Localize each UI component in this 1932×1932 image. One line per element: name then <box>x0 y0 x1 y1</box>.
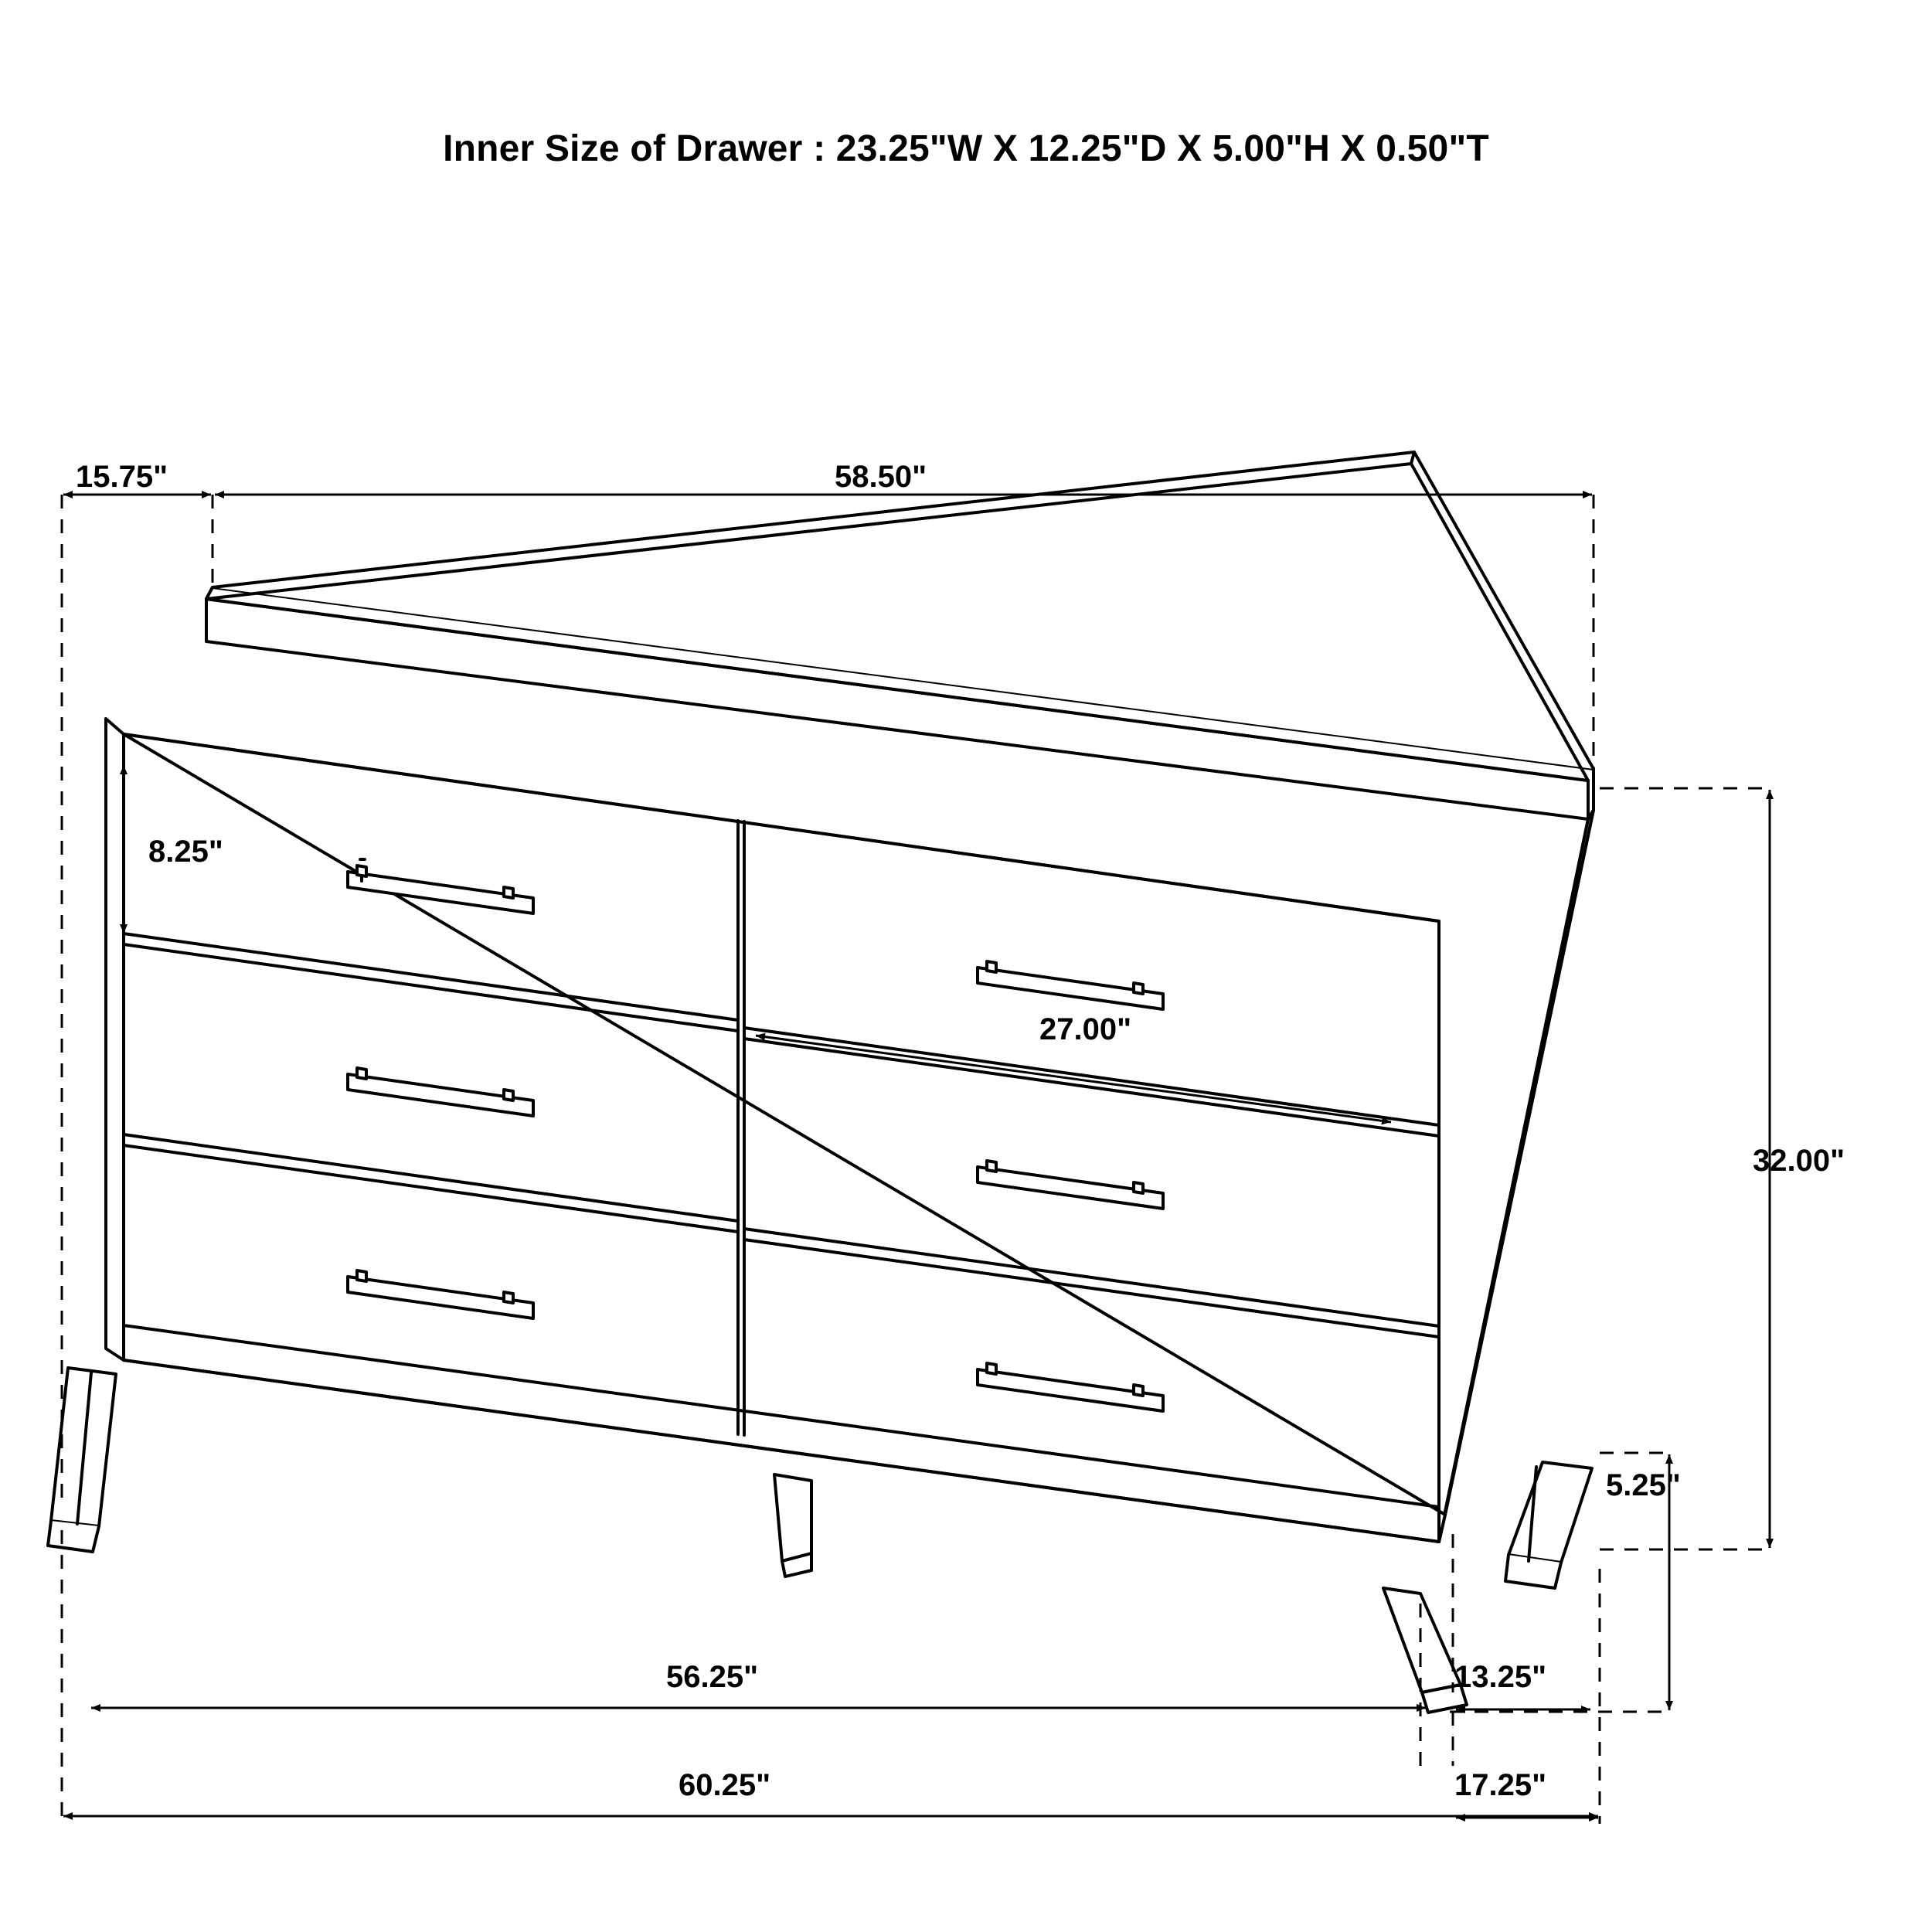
dresser-body <box>48 452 1594 1713</box>
dimension-label-overall-depth: 17.25" <box>1454 1768 1547 1802</box>
dimension-label-case-width: 56.25" <box>666 1660 759 1694</box>
dimension-label-top-width: 58.50" <box>835 460 927 494</box>
dimension-label-leg-height: 5.25" <box>1606 1468 1681 1502</box>
dimension-label-top-depth: 15.75" <box>76 460 168 494</box>
dimension-label-cabinet-height: 32.00" <box>1753 1144 1845 1178</box>
dimension-label-drawer-width: 27.00" <box>1039 1012 1132 1046</box>
dimension-label-drawer-height: 8.25" <box>148 835 223 869</box>
page-title: Inner Size of Drawer : 23.25"W X 12.25"D X 5.00"H X 0.50"T <box>443 128 1489 169</box>
dimension-label-overall-width: 60.25" <box>679 1768 771 1802</box>
dimension-label-case-depth: 13.25" <box>1454 1660 1547 1694</box>
